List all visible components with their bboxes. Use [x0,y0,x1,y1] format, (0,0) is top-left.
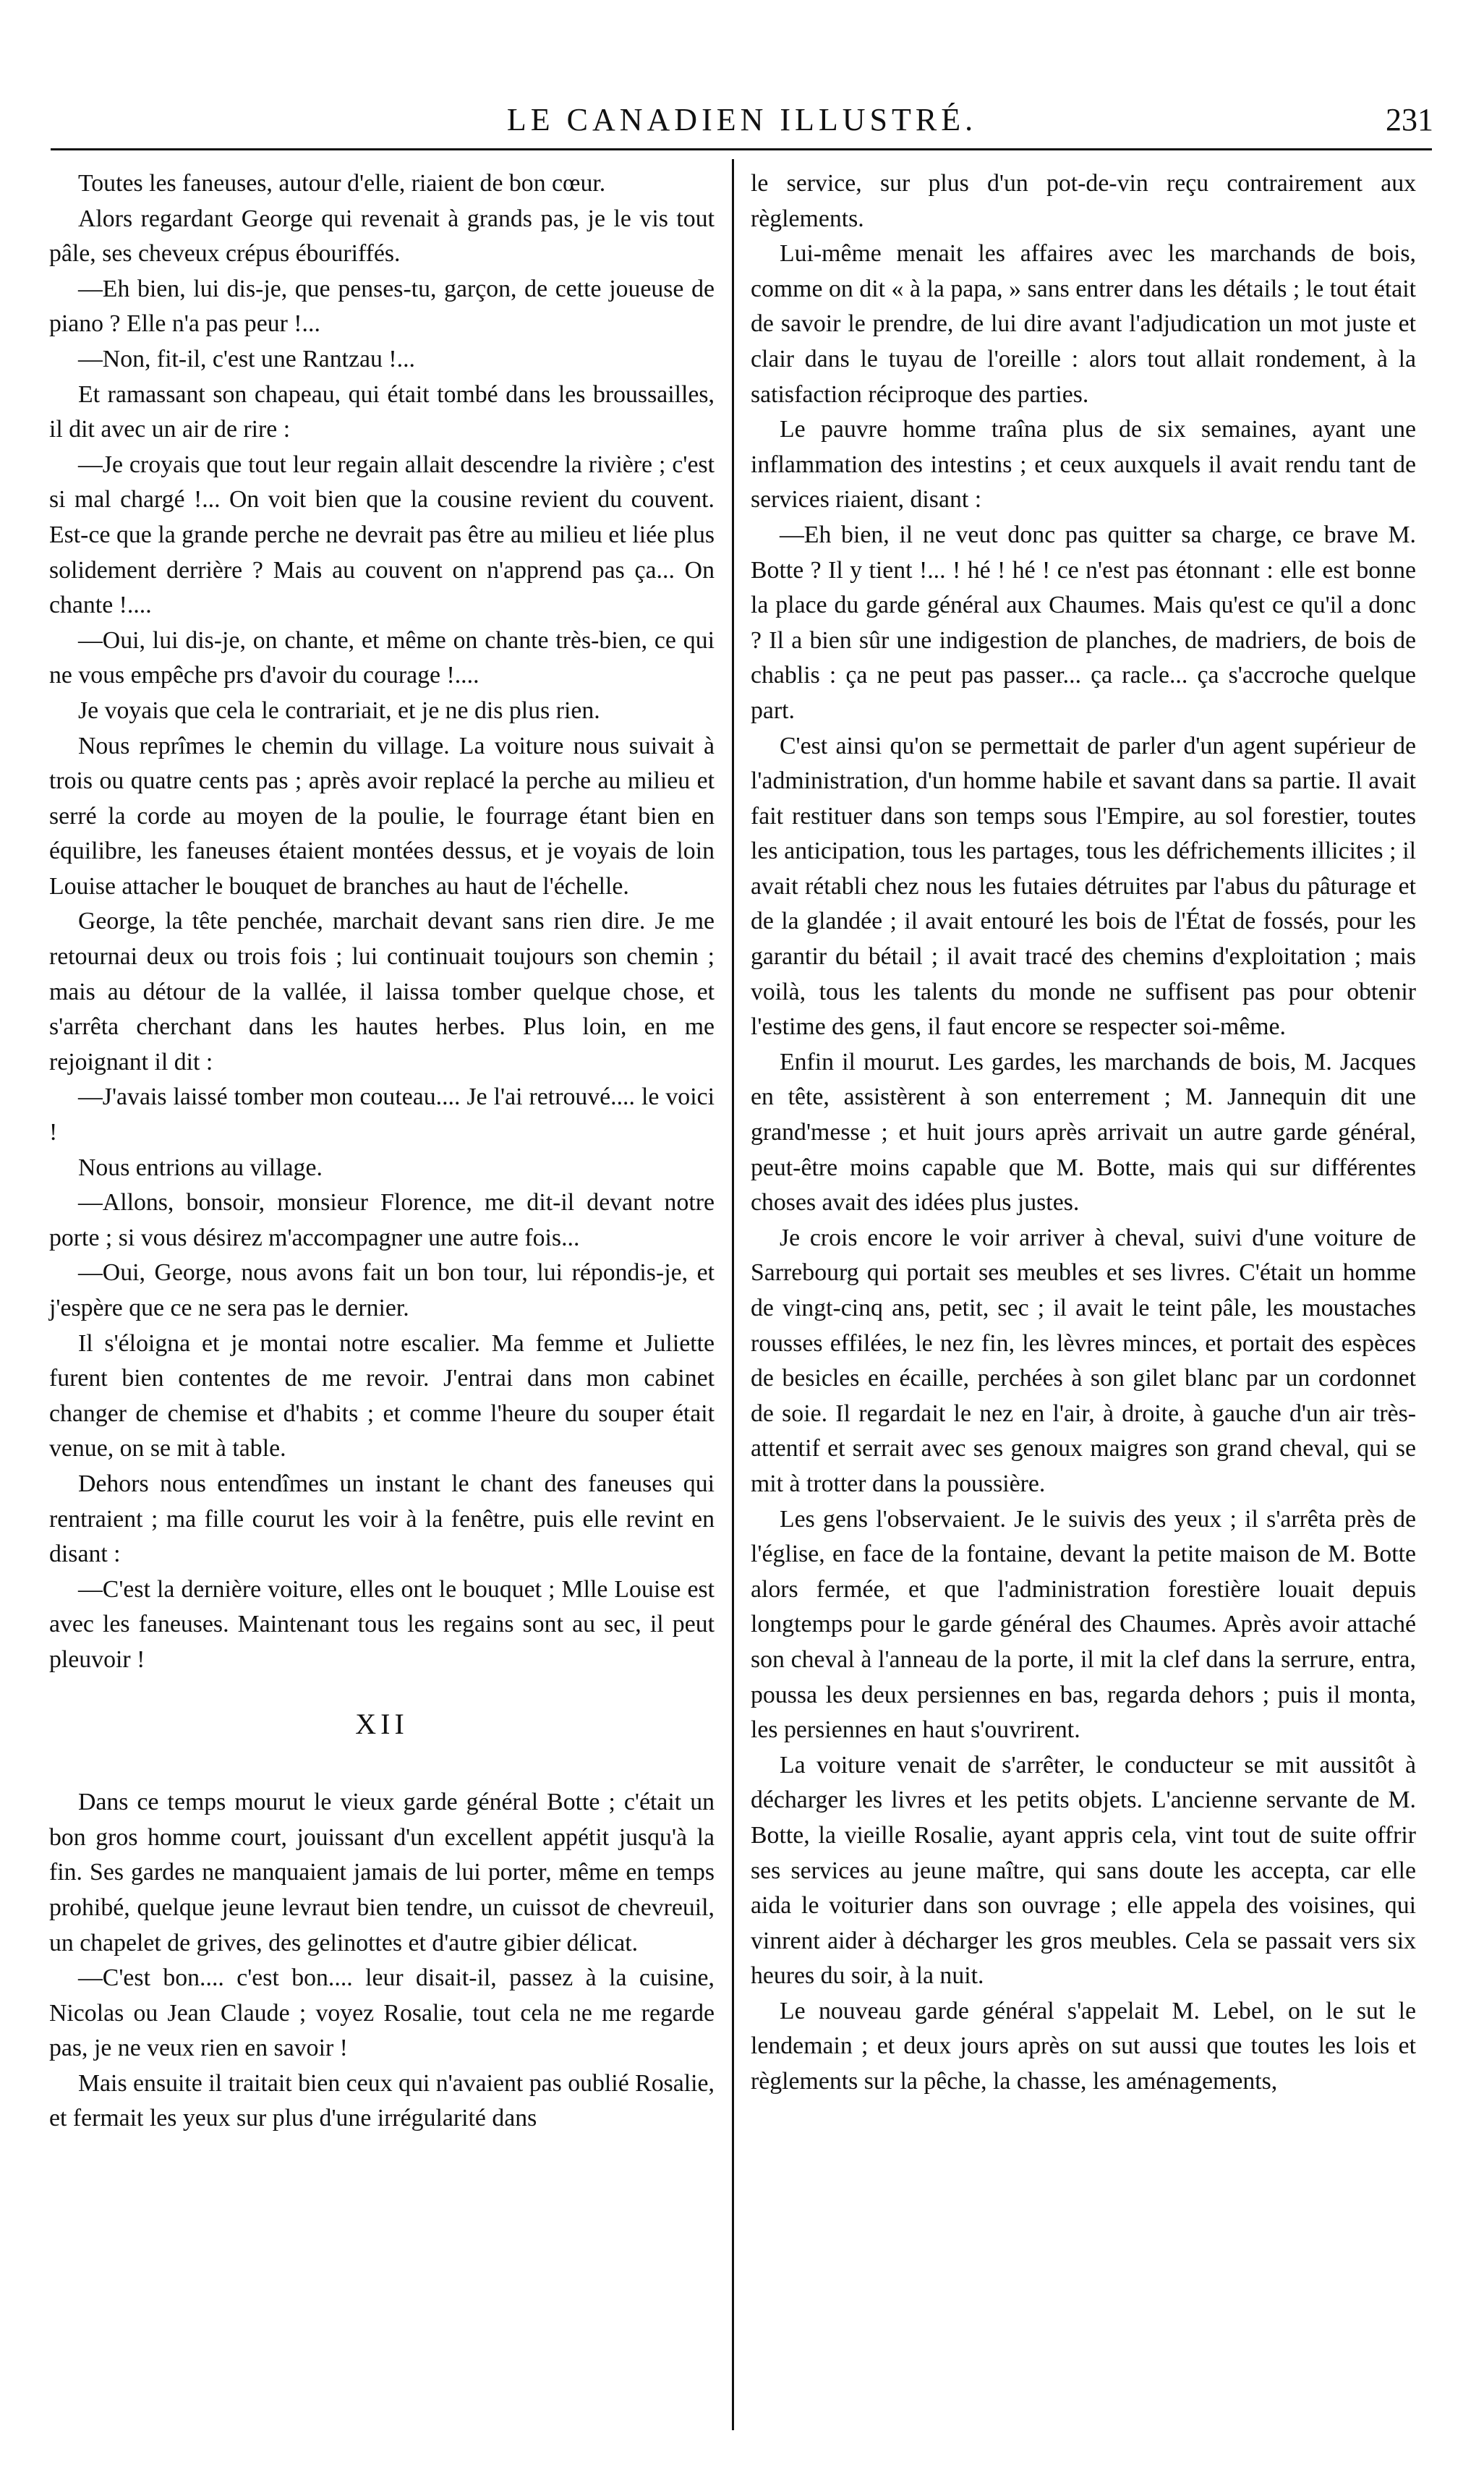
paragraph: —Eh bien, lui dis-je, que penses-tu, garçon, de cette joueuse de piano ? Elle n'a pas peur !... [49,275,715,338]
paragraph: Alors regardant George qui revenait à grands pas, je le vis tout pâle, ses cheveux crépus ébouriffés. [49,205,715,268]
paragraph: La voiture venait de s'arrêter, le conducteur se mit aussitôt à décharger les livres et les petits objets. L'ancienne servante de M. Botte, la vieille Rosalie, ayant appris cela, vint tout de suite offrir ses services au jeune maître, qui sans doute les accepta, car elle aida le voiturier dans son ouvrage ; elle appela des voisines, qui vinrent aider à décharger les gros meubles. Cela se passait vers six heures du soir, à la nuit. [751,1751,1416,1990]
paragraph: Nous reprîmes le chemin du village. La voiture nous suivait à trois ou quatre cents pas ; après avoir replacé la perche au milieu et serré la corde au moyen de la poulie, le fourrage étant bien en équilibre, les faneuses étaient montées dessus, et je voyais de loin Louise attacher le bouquet de branches au haut de l'échelle. [49,732,715,900]
paragraph: Dans ce temps mourut le vieux garde général Botte ; c'était un bon gros homme court, jouissant d'un excellent appétit jusqu'à la fin. Ses gardes ne manquaient jamais de lui porter, même en temps prohibé, quelque jeune levraut bien tendre, un cuissot de chevreuil, un chapelet de grives, des gelinottes et d'autre gibier délicat. [49,1789,715,1956]
paragraph: Je voyais que cela le contrariait, et je ne dis plus rien. [78,697,600,724]
paragraph: Lui-même menait les affaires avec les marchands de bois, comme on dit « à la papa, » sans entrer dans les détails ; le tout était de savoir le prendre, de lui dire avant l'adjudication un mot juste et clair dans le tuyau de l'oreille : alors tout allait rondement, à la satisfaction réciproque des parties. [751,240,1416,408]
header-rule [51,148,1432,150]
paragraph: Le pauvre homme traîna plus de six semaines, ayant une inflammation des intestins ; et ceux auxquels il avait rendu tant de services riaient, disant : [751,416,1416,514]
paragraph: —Non, fit-il, c'est une Rantzau !... [78,345,415,372]
paragraph: —Eh bien, il ne veut donc pas quitter sa charge, ce brave M. Botte ? Il y tient !... ! hé ! hé ! ce n'est pas étonnant : elle est bonne la place du garde général aux Chaumes. Mais qu'est ce qu'il a donc ? Il a bien sûr une indigestion de planches, de madriers, de bois de chablis : ça ne peut pas passer... ça racle... ça s'accroche quelque part. [751,521,1416,724]
paragraph-continuation: le service, sur plus d'un pot-de-vin reçu contrairement aux règlements. [751,170,1416,232]
paragraph: —Je croyais que tout leur regain allait descendre la rivière ; c'est si mal chargé !... On voit bien que la cousine revient du couvent. Est-ce que la grande perche ne devrait pas être au milieu et liée plus solidement derrière ? Mais au couvent on n'apprend pas ça... On chante !.... [49,451,715,619]
paragraph: Et ramassant son chapeau, qui était tombé dans les broussailles, il dit avec un air de rire : [49,380,715,443]
paragraph: George, la tête penchée, marchait devant sans rien dire. Je me retournai deux ou trois fois ; lui continuait toujours son chemin ; mais au détour de la vallée, il laissa tomber quelque chose, et s'arrêta cherchant dans les hautes herbes. Plus loin, en me rejoignant il dit : [49,908,715,1076]
paragraph: —Oui, lui dis-je, on chante, et même on chante très-bien, ce qui ne vous empêche prs d'avoir du courage !.... [49,626,715,689]
paragraph: —J'avais laissé tomber mon couteau.... Je l'ai retrouvé.... le voici ! [49,1083,715,1146]
paragraph: Toutes les faneuses, autour d'elle, riaient de bon cœur. [78,170,606,197]
paragraph: Il s'éloigna et je montai notre escalier. Ma femme et Juliette furent bien contentes de me revoir. J'entrai dans mon cabinet changer de chemise et d'habits ; et comme l'heure du souper était venue, on se mit à table. [49,1329,715,1462]
paragraph: —C'est bon.... c'est bon.... leur disait-il, passez à la cuisine, Nicolas ou Jean Claude ; voyez Rosalie, tout cela ne me regarde pas, je ne veux rien en savoir ! [49,1964,715,2062]
paragraph: Nous entrions au village. [78,1154,323,1181]
page-number: 231 [1386,102,1433,137]
chapter-heading: XII [355,1707,409,1740]
paragraph: Les gens l'observaient. Je le suivis des yeux ; il s'arrêta près de l'église, en face de la fontaine, devant la petite maison de M. Botte alors fermée, et que l'administration forestière louait depuis longtemps pour le garde général des Chaumes. Après avoir attaché son cheval à l'anneau de la porte, il mit la clef dans la serrure, entra, poussa les deux persiennes en bas, regarda dehors ; puis il monta, les persiennes en haut s'ouvrirent. [751,1505,1416,1744]
running-head [0,101,1484,145]
paragraph: —C'est la dernière voiture, elles ont le bouquet ; Mlle Louise est avec les faneuses. Maintenant tous les regains sont au sec, il peut pleuvoir ! [49,1575,715,1673]
paragraph: —Allons, bonsoir, monsieur Florence, me dit-il devant notre porte ; si vous désirez m'accompagner une autre fois... [49,1189,715,1251]
column-divider [732,159,734,2430]
right-column [751,166,1416,2100]
journal-title: LE CANADIEN ILLUSTRÉ. [506,102,978,137]
paragraph: Enfin il mourut. Les gardes, les marchands de bois, M. Jacques en tête, assistèrent à son enterrement ; M. Jannequin dit une grand'messe ; et huit jours après arrivait un autre garde général, peut-être moins capable que M. Botte, mais qui sur différentes choses avait des idées plus justes. [751,1048,1416,1217]
paragraph: Le nouveau garde général s'appelait M. Lebel, on le sut le lendemain ; et deux jours après on sut aussi que toutes les lois et règlements sur la pêche, la chasse, les aménagements, [751,1997,1416,2095]
paragraph: Je crois encore le voir arriver à cheval, suivi d'une voiture de Sarrebourg qui portait ses meubles et ses livres. C'était un homme de vingt-cinq ans, petit, sec ; il avait le teint pâle, les moustaches rousses effilées, le nez fin, les lèvres minces, et portait des espèces de besicles en écaille, perchées à son gilet blanc par un cordonnet de soie. Il regardait le nez en l'air, à droite, à gauche d'un air très-attentif et serrait avec ses genoux maigres son grand cheval, qui se mit à trotter dans la poussière. [751,1224,1416,1497]
left-column [49,166,715,2137]
paragraph: —Oui, George, nous avons fait un bon tour, lui répondis-je, et j'espère que ce ne sera pas le dernier. [49,1259,715,1321]
paragraph: C'est ainsi qu'on se permettait de parler d'un agent supérieur de l'administration, d'un homme habile et savant dans sa partie. Il avait fait restituer dans son temps sous l'Empire, au sol forestier, toutes les anticipation, tous les partages, tous les défrichements illicites ; il avait rétabli chez nous les futaies détruites par l'abus du pâturage et de la glandée ; il avait entouré les bois de l'État de fossés, pour les garantir du bétail ; il avait tracé des chemins d'exploitation ; mais voilà, tous les talents du monde ne suffisent pas pour obtenir l'estime des gens, il faut encore se respecter soi-même. [751,732,1416,1041]
paragraph: Mais ensuite il traitait bien ceux qui n'avaient pas oublié Rosalie, et fermait les yeux sur plus d'une irrégularité dans [49,2069,715,2132]
paragraph: Dehors nous entendîmes un instant le chant des faneuses qui rentraient ; ma fille courut les voir à la fenêtre, puis elle revint en disant : [49,1470,715,1568]
